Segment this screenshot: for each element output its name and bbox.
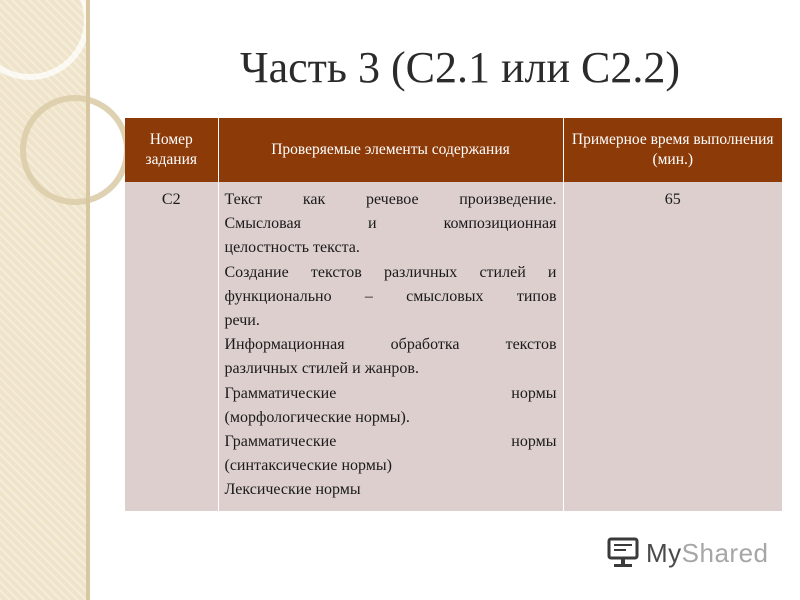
myshared-wordmark: [646, 538, 769, 569]
content-line: Текст как речевое произведение.: [224, 191, 557, 208]
task-number-cell: С2: [125, 182, 218, 511]
presentation-board-icon: [606, 536, 640, 570]
decorative-side-edge: [86, 0, 90, 600]
table-row: [125, 182, 782, 511]
tasks-table: [125, 118, 782, 511]
content-line: (морфологические нормы).: [224, 408, 410, 426]
decorative-ring: [20, 95, 130, 205]
content-line: Грамматические нормы: [224, 433, 557, 451]
content-line: Грамматические нормы: [224, 384, 557, 402]
decorative-ring: [0, 0, 90, 80]
content-line: целостность текста.: [224, 239, 360, 257]
header-approx-time: Примерное время выполнения (мин.): [563, 118, 782, 182]
content-line: (синтаксические нормы): [224, 457, 392, 475]
content-line: речи.: [224, 312, 260, 330]
approx-time-cell: 65: [563, 182, 782, 511]
header-content-elements: Проверяемые элементы содержания: [218, 118, 563, 182]
header-task-number: Номер задания: [125, 118, 218, 182]
content-line: различных стилей и жанров.: [224, 360, 419, 378]
content-line: Создание текстов различных стилей и: [224, 263, 557, 281]
content-line: функционально – смысловых типов: [224, 287, 557, 305]
content-elements-cell: [218, 182, 563, 511]
table-header-row: [125, 118, 782, 182]
slide-title: Часть 3 (С2.1 или С2.2): [240, 43, 680, 92]
content-line: Лексические нормы: [224, 481, 361, 499]
myshared-logo: [606, 536, 769, 570]
myshared-wordmark-rest: Shared: [681, 537, 769, 568]
content-line: Смысловая и композиционная: [224, 215, 557, 233]
myshared-wordmark-start: My: [646, 537, 682, 568]
decorative-side-strip: [0, 0, 88, 600]
content-line: Информационная обработка текстов: [224, 336, 557, 354]
